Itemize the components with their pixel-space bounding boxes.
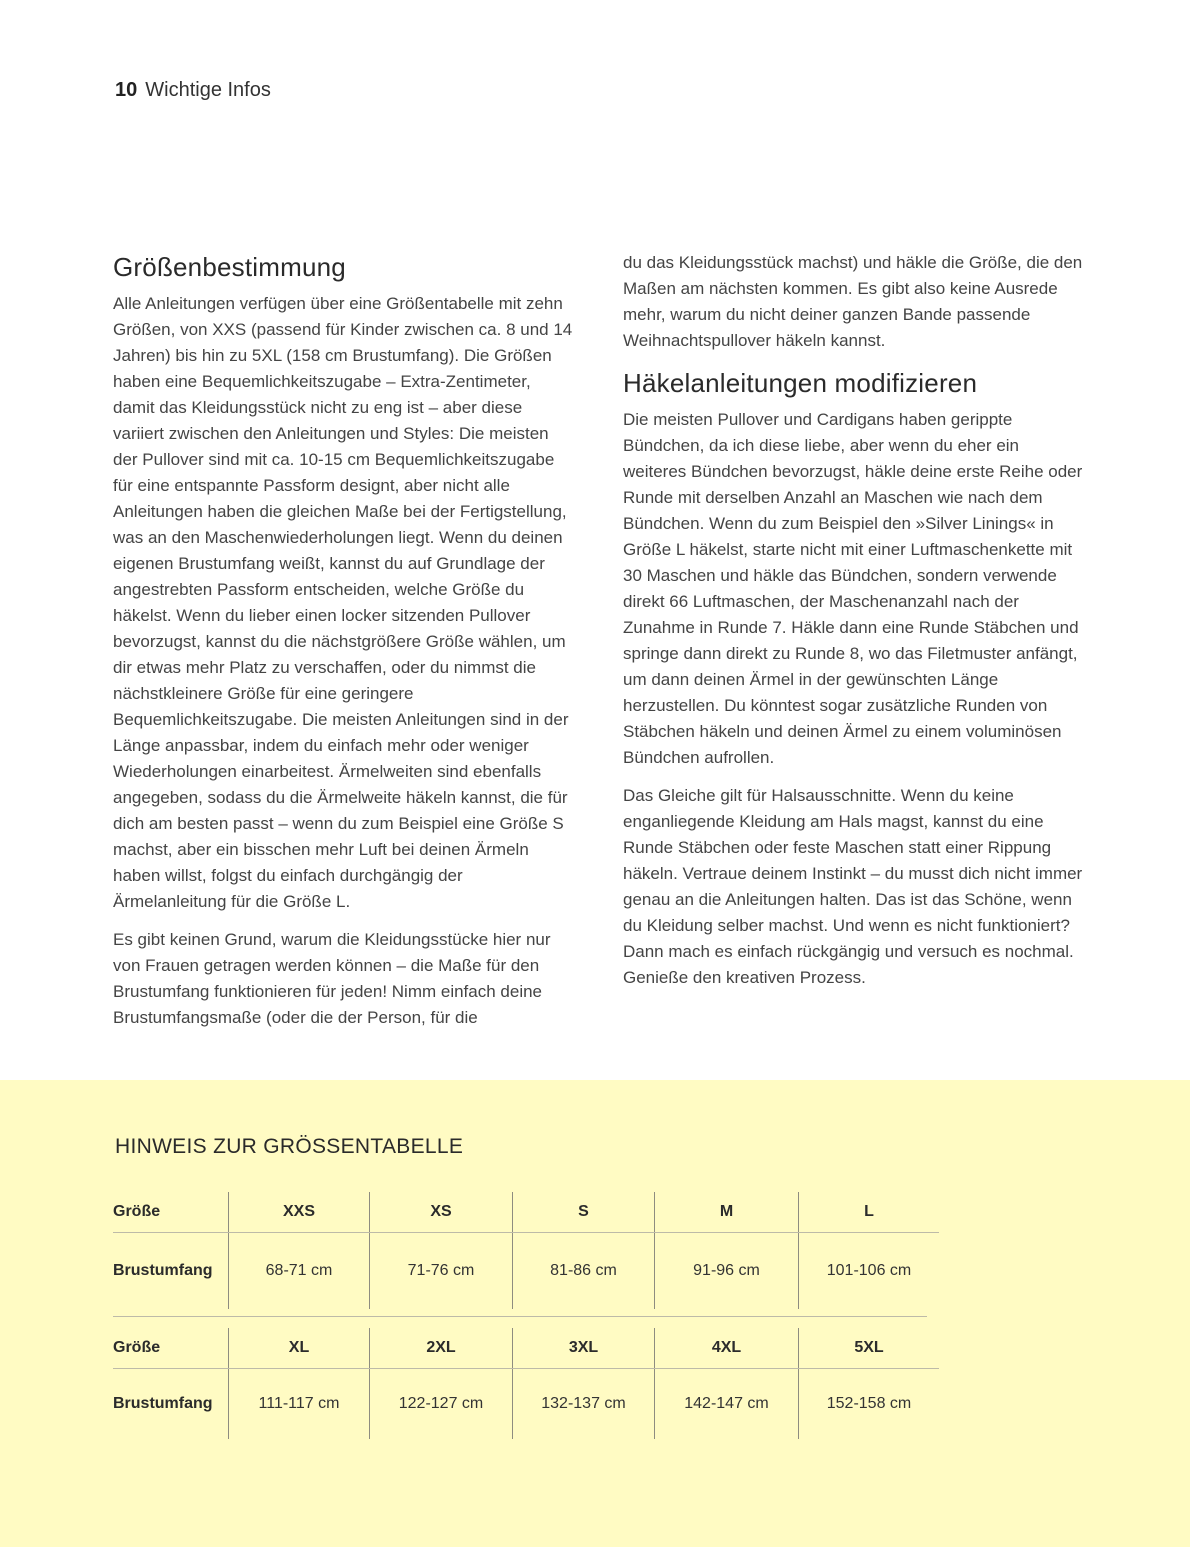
size-note-panel xyxy=(0,1080,1190,1547)
chest-cell: 71-76 cm xyxy=(370,1233,513,1310)
size-cell: 5XL xyxy=(799,1328,940,1369)
heading-groessenbestimmung: Größenbestimmung xyxy=(113,252,346,282)
paragraph: Es gibt keinen Grund, warum die Kleidungsstücke hier nur von Frauen getragen werden können – die Maße für den Brustumfang funktionieren für jeden! Nimm einfach deine Brustumfangsmaße (oder die der Person, für die xyxy=(113,930,551,1027)
size-panel-title: HINWEIS ZUR GRÖSSENTABELLE xyxy=(115,1135,464,1158)
row-label-chest: Brustumfang xyxy=(113,1262,213,1279)
chest-cell: 111-117 cm xyxy=(229,1369,370,1440)
row-label-chest: Brustumfang xyxy=(113,1395,213,1412)
chest-cell: 132-137 cm xyxy=(513,1369,655,1440)
size-cell: XS xyxy=(370,1192,513,1233)
size-cell: XL xyxy=(229,1328,370,1369)
row-label-size: Größe xyxy=(113,1328,229,1369)
chest-cell: 91-96 cm xyxy=(655,1233,799,1310)
paragraph-continuation: du das Kleidungsstück machst) und häkle die Größe, die den Maßen am nächsten kommen. Es gibt also keine Ausrede mehr, warum du nicht deiner ganzen Bande passende Weihnachtspullover häkeln kannst. xyxy=(623,253,1083,350)
left-column xyxy=(113,250,573,1043)
chest-row xyxy=(113,1369,939,1440)
chest-row xyxy=(113,1233,939,1310)
size-cell: L xyxy=(799,1192,940,1233)
size-cell: S xyxy=(513,1192,655,1233)
size-cell: 2XL xyxy=(370,1328,513,1369)
chest-cell: 101-106 cm xyxy=(799,1233,940,1310)
chest-cell: 122-127 cm xyxy=(370,1369,513,1440)
size-table-1 xyxy=(113,1192,939,1309)
chest-cell: 152-158 cm xyxy=(799,1369,940,1440)
page-header xyxy=(115,79,271,102)
size-row xyxy=(113,1192,939,1233)
size-row xyxy=(113,1328,939,1369)
row-label-size: Größe xyxy=(113,1192,229,1233)
section-title: Wichtige Infos xyxy=(145,79,271,101)
chest-cell: 81-86 cm xyxy=(513,1233,655,1310)
right-column xyxy=(623,250,1083,1003)
paragraph: Alle Anleitungen verfügen über eine Größentabelle mit zehn Größen, von XXS (passend für Kinder zwischen ca. 8 und 14 Jahren) bis hin zu 5XL (158 cm Brustumfang). Die Größen haben eine Bequemlichkeitszugabe – Extra-Zentimeter, damit das Kleidungsstück nicht zu eng ist – aber diese variiert zwischen den Anleitungen und Styles: Die meisten der Pullover sind mit ca. 10-15 cm Bequemlichkeitszugabe für eine entspannte Passform designt, aber nicht alle Anleitungen haben die gleichen Maße bei der Fertigstellung, was an den Maschenwiederholungen liegt. Wenn du deinen eigenen Brustumfang weißt, kannst du auf Grundlage der angestrebten Passform entscheiden, welche Größe du häkelst. Wenn du lieber einen locker sitzenden Pullover bevorzugst, kannst du die nächstgrößere Größe wählen, um dir etwas mehr Platz zu verschaffen, oder du nimmst die nächstkleinere Größe für eine geringere Bequemlichkeitszugabe. Die meisten Anleitungen sind in der Länge anpassbar, indem du einfach mehr oder weniger Wiederholungen einarbeitest. Ärmelweiten sind ebenfalls angegeben, sodass du die Ärmelweite häkeln kannst, die für dich am besten passt – wenn du zum Beispiel eine Größe S machst, aber ein bisschen mehr Luft bei deinen Ärmeln haben willst, folgst du einfach durchgängig der Ärmelanleitung für die Größe L. xyxy=(113,294,573,911)
table-divider xyxy=(113,1316,927,1317)
paragraph: Das Gleiche gilt für Halsausschnitte. Wenn du keine enganliegende Kleidung am Hals magst, kannst du eine Runde Stäbchen oder feste Maschen statt einer Rippung häkeln. Vertraue deinem Instinkt – du musst dich nicht immer genau an die Anleitungen halten. Das ist das Schöne, wenn du Kleidung selber machst. Und wenn es nicht funktioniert? Dann mach es einfach rückgängig und versuch es nochmal. Genieße den kreativen Prozess. xyxy=(623,786,1083,987)
size-cell: M xyxy=(655,1192,799,1233)
paragraph: Die meisten Pullover und Cardigans haben gerippte Bündchen, da ich diese liebe, aber wenn du eher ein weiteres Bündchen bevorzugst, häkle deine erste Reihe oder Runde mit derselben Anzahl an Maschen wie nach dem Bündchen. Wenn du zum Beispiel den »Silver Linings« in Größe L häkelst, starte nicht mit einer Luftmaschenkette mit 30 Maschen und häkle das Bündchen, sondern verwende direkt 66 Luftmaschen, der Maschenanzahl nach der Zunahme in Runde 7. Häkle dann eine Runde Stäbchen und springe dann direkt zu Runde 8, wo das Filetmuster anfängt, um dann deinen Ärmel in der gewünschten Länge herzustellen. Du könntest sogar zusätzliche Runden von Stäbchen häkeln und deinen Ärmel zu einem voluminösen Bündchen aufrollen. xyxy=(623,410,1083,767)
heading-haekelanleitungen: Häkelanleitungen modifizieren xyxy=(623,368,978,398)
chest-cell: 142-147 cm xyxy=(655,1369,799,1440)
size-cell: 3XL xyxy=(513,1328,655,1369)
page-number: 10 xyxy=(115,79,138,101)
chest-cell: 68-71 cm xyxy=(229,1233,370,1310)
size-cell: XXS xyxy=(229,1192,370,1233)
size-table-2 xyxy=(113,1328,939,1439)
size-cell: 4XL xyxy=(655,1328,799,1369)
